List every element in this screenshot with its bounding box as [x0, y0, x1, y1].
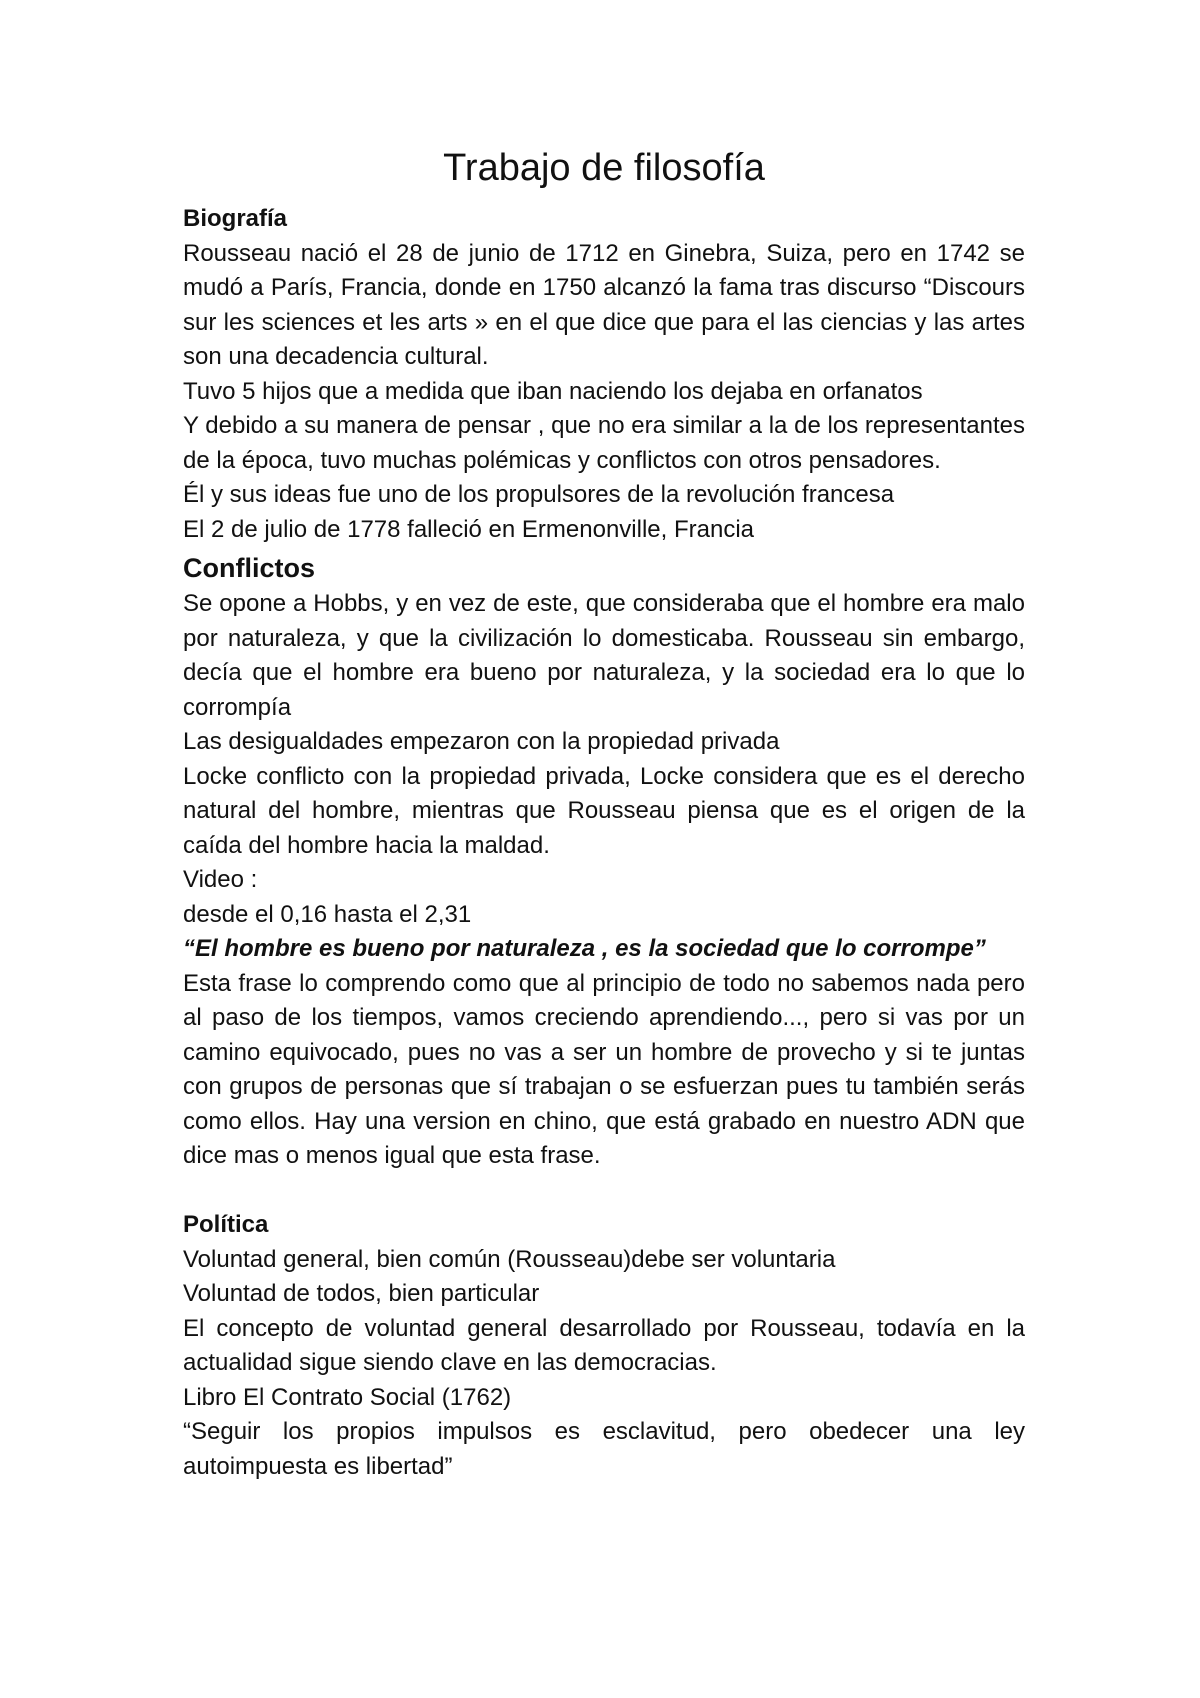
document-page	[183, 140, 1025, 1484]
paragraph: Video :	[183, 866, 258, 893]
paragraph: Las desigualdades empezaron con la propiedad privada	[183, 728, 780, 755]
paragraph: Y debido a su manera de pensar , que no era similar a la de los representantes de la época, tuvo muchas polémicas y conflictos con otros pensadores.	[183, 412, 1025, 474]
paragraph: desde el 0,16 hasta el 2,31	[183, 900, 472, 928]
paragraph: Voluntad general, bien común (Rousseau)debe ser voluntaria	[183, 1245, 836, 1273]
section-conflictos	[183, 549, 1025, 1174]
heading-politica: Política	[183, 1211, 269, 1238]
paragraph: El concepto de voluntad general desarrollado por Rousseau, todavía en la actualidad sigue siendo clave en las democracias.	[183, 1314, 1025, 1376]
blank-line	[183, 1174, 1025, 1209]
quote: “El hombre es bueno por naturaleza , es la sociedad que lo corrompe”	[183, 935, 986, 962]
quote: “Seguir los propios impulsos es esclavitud, pero obedecer una ley autoimpuesta es libertad”	[183, 1418, 1025, 1480]
paragraph: Esta frase lo comprendo como que al principio de todo no sabemos nada pero al paso de los tiempos, vamos creciendo aprendiendo..., pero si vas por un camino equivocado, pues no vas a ser un hombre de provecho y si te juntas con grupos de personas que sí trabajan o se esfuerzan pues tu también serás como ellos. Hay una version en chino, que está grabado en nuestro ADN que dice mas o menos igual que esta frase.	[183, 969, 1025, 1169]
paragraph: Se opone a Hobbs, y en vez de este, que consideraba que el hombre era malo por naturaleza, y que la civilización lo domesticaba. Rousseau sin embargo, decía que el hombre era bueno por naturaleza, y la sociedad era lo que lo corrompía	[183, 590, 1025, 721]
paragraph: Rousseau nació el 28 de junio de 1712 en Ginebra, Suiza, pero en 1742 se mudó a París, Francia, donde en 1750 alcanzó la fama tras discurso “Discours sur les sciences et les arts » en el que dice que para el las ciencias y las artes son una decadencia cultural.	[183, 239, 1025, 370]
paragraph: Él y sus ideas fue uno de los propulsores de la revolución francesa	[183, 481, 895, 508]
paragraph: Locke conflicto con la propiedad privada, Locke considera que es el derecho natural del hombre, mientras que Rousseau piensa que es el origen de la caída del hombre hacia la maldad.	[183, 762, 1025, 859]
section-politica	[183, 1208, 1025, 1484]
paragraph: Tuvo 5 hijos que a medida que iban naciendo los dejaba en orfanatos	[183, 377, 923, 405]
document-title: Trabajo de filosofía	[443, 147, 765, 189]
section-biografia	[183, 202, 1025, 547]
paragraph: El 2 de julio de 1778 falleció en Ermenonville, Francia	[183, 515, 754, 543]
paragraph: Voluntad de todos, bien particular	[183, 1280, 540, 1307]
heading-conflictos: Conflictos	[183, 553, 315, 583]
heading-biografia: Biografía	[183, 205, 288, 232]
paragraph: Libro El Contrato Social (1762)	[183, 1383, 512, 1411]
